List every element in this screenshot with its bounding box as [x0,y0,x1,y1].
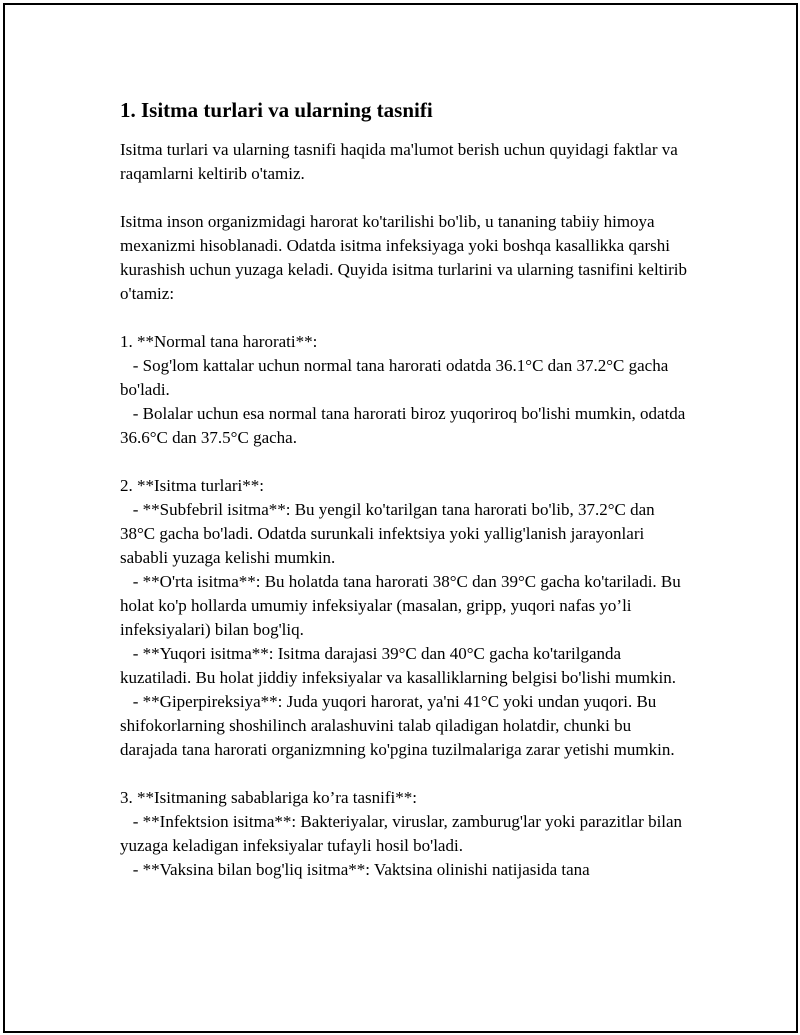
fever-types-section [120,474,690,762]
list-item: - **Subfebril isitma**: Bu yengil ko'tarilgan tana harorati bo'lib, 37.2°C dan 38°C gacha bo'ladi. Odatda surunkali infektsiya yoki yallig'lanish jarayonlari sababli yuzaga kelishi mumkin. [120,500,659,567]
section-heading: 1. Isitma turlari va ularning tasnifi [120,98,433,122]
list-item: - **Giperpireksiya**: Juda yuqori harorat, ya'ni 41°C yoki undan yuqori. Bu shifokorlarning shoshilinch aralashuvini talab qiladigan holatdir, chunki bu darajada tana harorati organizmning ko'pgina tuzilmalariga zarar yetishi mumkin. [120,692,675,759]
overview-paragraph-block [120,210,690,306]
section-title: 2. **Isitma turlari**: [120,476,265,495]
list-item: - **Infektsion isitma**: Bakteriyalar, viruslar, zamburug'lar yoki parazitlar bilan yuzaga keladigan infeksiyalar tufayli hosil bo'ladi. [120,812,687,855]
fever-causes-section [120,786,690,882]
list-item: - **O'rta isitma**: Bu holatda tana harorati 38°C dan 39°C gacha ko'tariladi. Bu holat ko'p hollarda umumiy infeksiyalar (masalan, gripp, yuqori nafas yo’li infeksiyalari) bilan bog'liq. [120,572,686,639]
document-content [120,96,690,906]
list-item: - Sog'lom kattalar uchun normal tana harorati odatda 36.1°C dan 37.2°C gacha bo'ladi. [120,356,673,399]
section-title: 1. **Normal tana harorati**: [120,332,318,351]
section-title: 3. **Isitmaning sabablariga ko’ra tasnifi**: [120,788,417,807]
overview-paragraph: Isitma inson organizmidagi harorat ko'tarilishi bo'lib, u tananing tabiiy himoya mexanizmi hisoblanadi. Odatda isitma infeksiyaga yoki boshqa kasallikka qarshi kurashish uchun yuzaga keladi. Quyida isitma turlarini va ularning tasnifini keltirib o'tamiz: [120,212,692,303]
list-item: - **Vaksina bilan bog'liq isitma**: Vaktsina olinishi natijasida tana [120,860,590,879]
intro-paragraph: Isitma turlari va ularning tasnifi haqida ma'lumot berish uchun quyidagi faktlar va raqamlarni keltirib o'tamiz. [120,140,683,183]
intro-paragraph-block [120,138,690,186]
list-item: - Bolalar uchun esa normal tana harorati biroz yuqoriroq bo'lishi mumkin, odatda 36.6°C dan 37.5°C gacha. [120,404,690,447]
document-page [3,3,798,1033]
normal-temperature-section [120,330,690,450]
list-item: - **Yuqori isitma**: Isitma darajasi 39°C dan 40°C gacha ko'tarilganda kuzatiladi. Bu holat jiddiy infeksiyalar va kasalliklarning belgisi bo'lishi mumkin. [120,644,676,687]
